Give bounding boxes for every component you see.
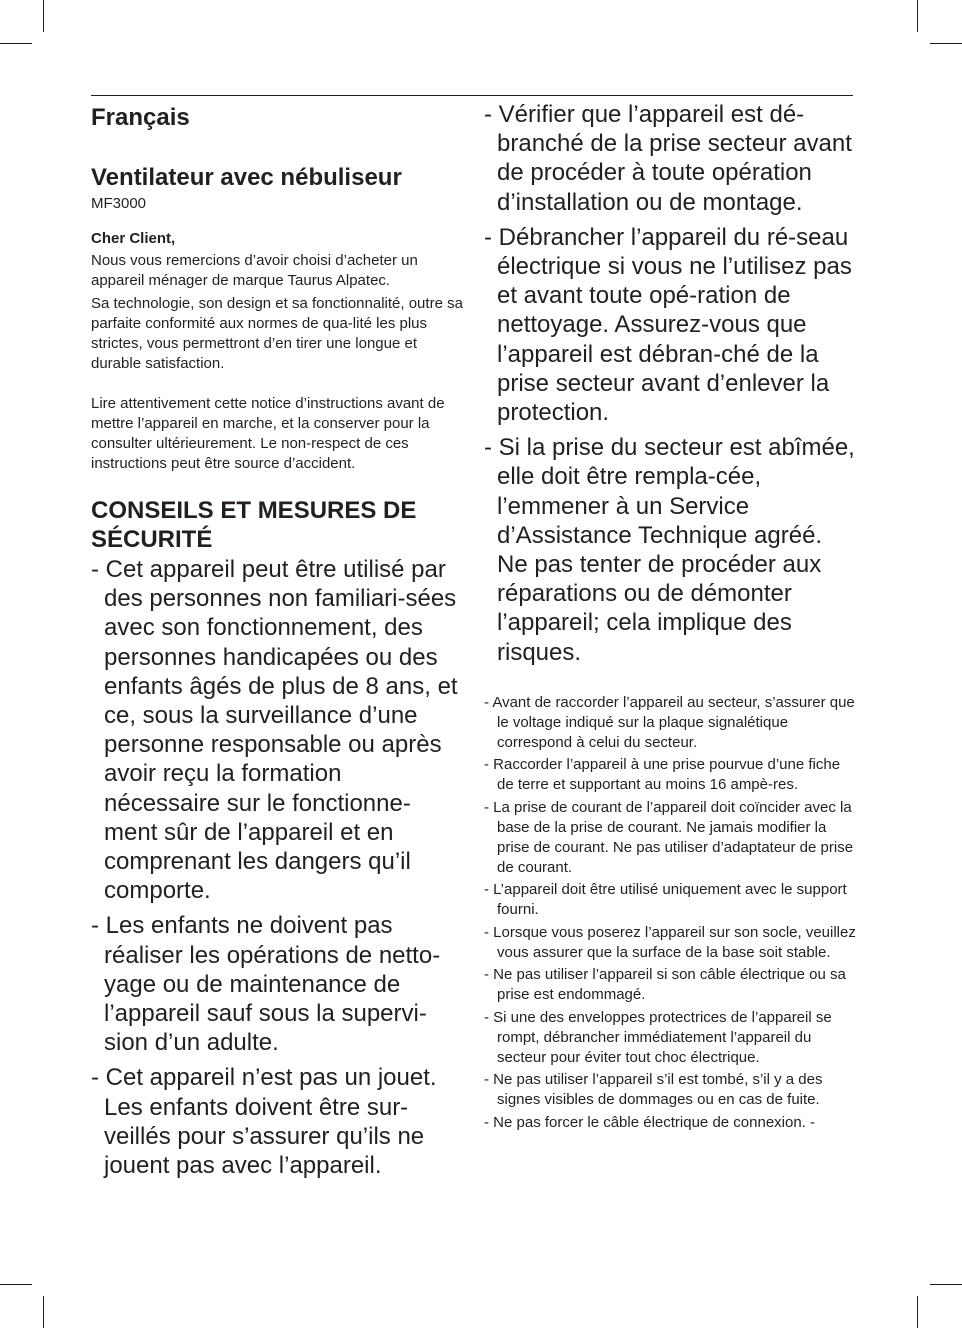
model-number: MF3000 [91, 195, 147, 212]
list-item: - Ne pas forcer le câble électrique de connexion. - [484, 1113, 816, 1131]
intro-paragraph: Lire attentivement cette notice d’instructions avant de mettre l’appareil en marche, et la conserver pour la consulter ultérieurement. Le non-respect de ces instructions peut être source d’accident. [91, 395, 445, 472]
left-column [91, 100, 463, 1186]
list-item: - Lorsque vous poserez l’appareil sur son socle, veuillez vous assurer que la surface de la base soit stable. [484, 923, 856, 961]
list-item: - Si une des enveloppes protectrices de l’appareil se rompt, débrancher immédiatement l’appareil du secteur pour éviter tout choc électrique. [484, 1008, 832, 1066]
list-item: - Débrancher l’appareil du ré-seau électrique si vous ne l’utilisez pas et avant toute opé-ration de nettoyage. Assurez-vous que l’appareil est débran-ché de la prise secteur avant d’enlever la protection. [484, 223, 852, 427]
crop-mark [930, 43, 962, 44]
top-rule [91, 95, 853, 96]
language-heading: Français [91, 104, 190, 131]
list-item: - Les enfants ne doivent pas réaliser les opérations de netto-yage ou de maintenance de l’appareil sauf sous la supervi-sion d’un adulte. [91, 912, 441, 1057]
crop-mark [0, 43, 32, 44]
safety-section-title: CONSEILS ET MESURES DE SÉCURITÉ [91, 497, 417, 553]
crop-mark [917, 1296, 918, 1328]
safety-list-right-small [484, 693, 856, 1133]
list-item: - Cet appareil n’est pas un jouet. Les enfants doivent être sur-veillés pour s’assurer qu’ils ne jouent pas avec l’appareil. [91, 1064, 437, 1180]
intro-paragraph: Nous vous remercions d’avoir choisi d’acheter un appareil ménager de marque Taurus Alpatec. [91, 252, 418, 289]
crop-mark [43, 0, 44, 32]
list-item: - Ne pas utiliser l’appareil s’il est tombé, s’il y a des signes visibles de dommages ou en cas de fuite. [484, 1071, 823, 1109]
crop-mark [43, 1296, 44, 1328]
list-item: - Ne pas utiliser l’appareil si son câble électrique ou sa prise est endommagé. [484, 966, 846, 1004]
safety-list-right-large [484, 100, 856, 667]
crop-mark [0, 1284, 32, 1285]
crop-mark [917, 0, 918, 32]
list-item: - Vérifier que l’appareil est dé-branché de la prise secteur avant de procéder à toute opération d’installation ou de montage. [484, 101, 852, 216]
list-item: - L’appareil doit être utilisé uniquement avec le support fourni. [484, 881, 847, 919]
right-column [484, 100, 856, 1135]
intro-paragraph: Sa technologie, son design et sa fonctionnalité, outre sa parfaite conformité aux normes de qua-lité les plus strictes, vous permettront d’en tirer une longue et durable satisfaction. [91, 295, 463, 372]
safety-list-left [91, 555, 463, 1180]
list-item: - Raccorder l’appareil à une prise pourvue d’une fiche de terre et supportant au moins 16 ampè-res. [484, 756, 841, 794]
list-item: - Si la prise du secteur est abîmée, elle doit être rempla-cée, l’emmener à un Service d’Assistance Technique agréé. Ne pas tenter de procéder aux réparations ou de démonter l’appareil; cela implique des risques. [484, 434, 855, 666]
list-item: - Avant de raccorder l’appareil au secteur, s’assurer que le voltage indiqué sur la plaque signalétique correspond à celui du secteur. [484, 693, 855, 751]
list-item: - Cet appareil peut être utilisé par des personnes non familiari-sées avec son fonctionnement, des personnes handicapées ou des enfants âgés de plus de 8 ans, et ce, sous la surveillance d’une personne responsable ou après avoir reçu la formation nécessaire sur le fonctionne-ment sûr de l’appareil et en comprenant les dangers qu’il comporte. [91, 556, 458, 905]
salutation: Cher Client, [91, 230, 176, 247]
crop-mark [930, 1284, 962, 1285]
list-item: - La prise de courant de l’appareil doit coïncider avec la base de la prise de courant. Ne jamais modifier la prise de courant. Ne pas utiliser d’adaptateur de prise de courant. [484, 798, 854, 876]
product-title: Ventilateur avec nébuliseur [91, 164, 402, 191]
